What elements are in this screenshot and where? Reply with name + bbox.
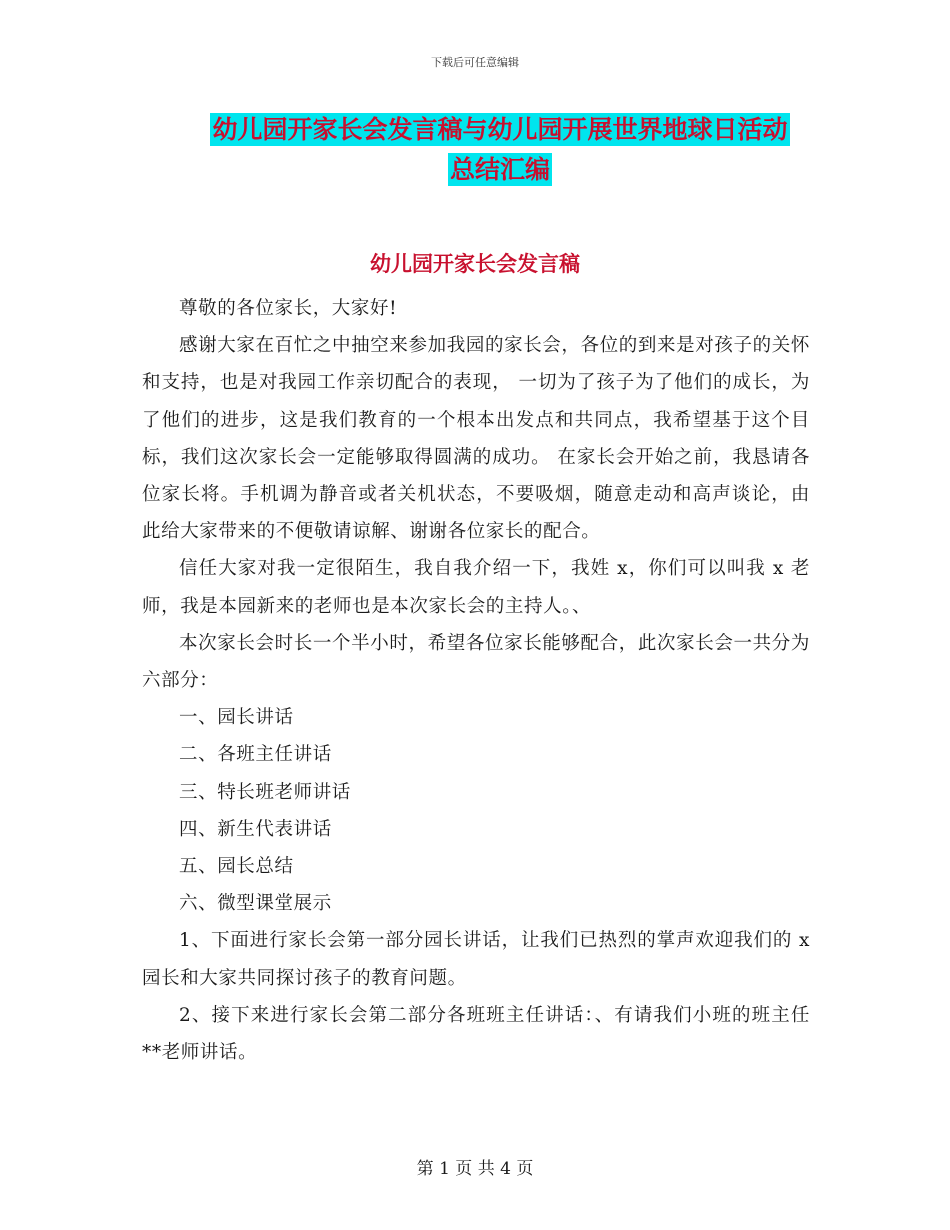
header-note: 下载后可任意编辑 [431,56,519,69]
agenda-item-3: 三、特长班老师讲话 [179,781,351,803]
agenda-item-6: 六、微型课堂展示 [179,893,332,915]
document-title-line-2: 总结汇编 [449,155,550,184]
paragraph-part-2: 2、接下来进行家长会第二部分各班班主任讲话：、有请我们小班的班主任**老师讲话。 [142,1004,810,1064]
document-title-line-1: 幼儿园开家长会发言稿与幼儿园开展世界地球日活动 [212,115,788,144]
page-number-footer: 第 1 页 共 4 页 [416,1159,534,1179]
section-title: 幼儿园开家长会发言稿 [370,252,580,276]
agenda-item-2: 二、各班主任讲话 [179,744,332,766]
agenda-item-5: 五、园长总结 [179,856,294,878]
paragraph-thanks: 感谢大家在百忙之中抽空来参加我园的家长会，各位的到来是对孩子的关怀和支持，也是对我园工作亲切配合的表现， 一切为了孩子为了他们的成长，为了他们的进步，这是我们教育的一个根本出发点和共同点，我希望基于这个目标，我们这次家长会一定能够取得圆满的成功。 在家长会开始之前，我恳请各位家长将。手机调为静音或者关机状态，不要吸烟，随意走动和高声谈论，由此给大家带来的不便敬请谅解、谢谢各位家长的配合。 [142,335,810,543]
paragraph-greeting: 尊敬的各位家长，大家好! [179,298,398,319]
paragraph-part-1: 1、下面进行家长会第一部分园长讲话，让我们已热烈的掌声欢迎我们的 x 园长和大家共同探讨孩子的教育问题。 [142,930,810,989]
document-title [140,110,860,190]
paragraph-introduction: 信任大家对我一定很陌生，我自我介绍一下，我姓 x，你们可以叫我 x 老师，我是本园新来的老师也是本次家长会的主持人。、 [142,558,810,617]
paragraph-agenda-intro: 本次家长会时长一个半小时，希望各位家长能够配合，此次家长会一共分为六部分： [142,632,810,692]
agenda-item-4: 四、新生代表讲话 [179,818,332,840]
document-body [142,290,810,1071]
agenda-item-1: 一、园长讲话 [179,707,294,729]
